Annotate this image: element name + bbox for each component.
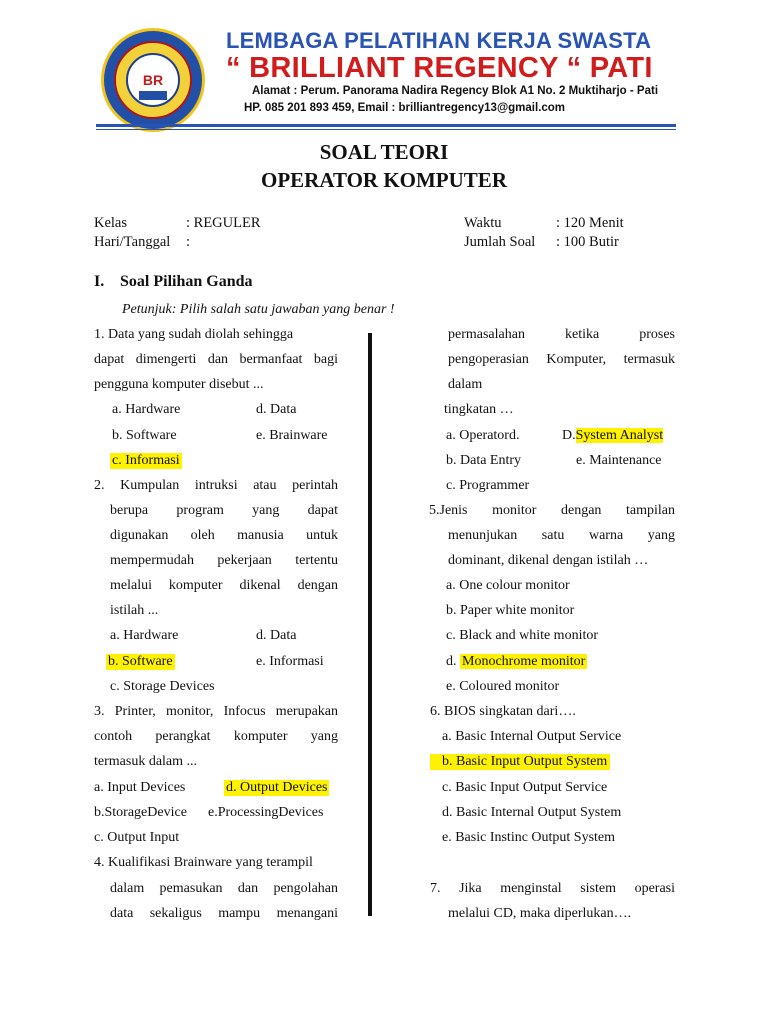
q1-line1: 1. Data yang sudah diolah sehingga [94,327,294,342]
q6-option-b-answer: b. Basic Input Output System [430,754,610,770]
q1-option-d: d. Data [256,402,297,417]
waktu-value: : 120 Menit [556,215,624,231]
logo-book-icon [139,91,167,100]
q2-line4: mempermudah pekerjaan tertentu [110,553,338,568]
q5-line3: dominant, dikenal dengan istilah … [448,553,649,568]
q4-option-a: a. Operatord. [446,428,520,443]
jumlah-value: : 100 Butir [556,234,619,250]
q3-option-b: b.StorageDevice [94,805,187,820]
q1-option-a: a. Hardware [112,402,181,417]
waktu-label: Waktu [464,215,502,231]
q4-option-d-prefix: D. [562,428,576,443]
kelas-label: Kelas [94,215,128,231]
q5-option-d-prefix: d. [446,654,460,669]
q4-cont-line2: pengoperasian Komputer, termasuk [448,352,675,367]
org-name-line1: LEMBAGA PELATIHAN KERJA SWASTA [226,28,652,53]
doc-title-line2: OPERATOR KOMPUTER [261,168,507,192]
q4-line1: 4. Kualifikasi Brainware yang terampil [94,855,313,870]
q3-option-c: c. Output Input [94,830,180,845]
q5-line1: 5.Jenis monitor dengan tampilan [429,503,675,518]
q4-option-d-answer: System Analyst [575,428,664,443]
q4-cont-line3: dalam [448,377,483,392]
q3-line2: contoh perangkat komputer yang [94,729,338,744]
tanggal-value: : [186,234,191,250]
jumlah-label: Jumlah Soal [464,234,536,250]
q3-option-e: e.ProcessingDevices [208,805,324,820]
q3-line3: termasuk dalam ... [94,754,198,769]
org-name-line2: “ BRILLIANT REGENCY “ PATI [226,52,653,84]
q2-option-d: d. Data [256,628,297,643]
q3-option-a: a. Input Devices [94,780,186,795]
q5-option-b: b. Paper white monitor [446,603,575,618]
q5-option-e: e. Coloured monitor [446,679,560,694]
q4-option-d [562,428,663,444]
q5-option-d [446,654,587,670]
org-address: Alamat : Perum. Panorama Nadira Regency Blok A1 No. 2 Muktiharjo - Pati [252,85,659,97]
section-number: I. [94,273,105,290]
q6-option-a: a. Basic Internal Output Service [442,729,622,744]
header-rule-thick [96,124,676,127]
q3-option-d-answer: d. Output Devices [226,780,328,795]
q4-cont-line1: permasalahan ketika proses [448,327,675,342]
q4-line2: dalam pemasukan dan pengolahan [110,881,338,896]
q2-line6: istilah ... [110,603,159,618]
q2-option-b-answer: b. Software [108,654,173,669]
instruction-text: Petunjuk: Pilih salah satu jawaban yang benar ! [122,302,395,317]
q4-option-e: e. Maintenance [576,453,662,468]
q2-line2: berupa program yang dapat [110,503,338,518]
q7-line1: 7. Jika menginstal sistem operasi [430,881,675,896]
org-contact: HP. 085 201 893 459, Email : brilliantregency13@gmail.com [244,102,566,114]
q1-line2: dapat dimengerti dan bermanfaat bagi [94,352,338,367]
q2-option-c: c. Storage Devices [110,679,215,694]
q5-line2: menunjukan satu warna yang [448,528,675,543]
q2-option-a: a. Hardware [110,628,179,643]
q4-option-b: b. Data Entry [446,453,522,468]
q6-option-c: c. Basic Input Output Service [442,780,608,795]
logo-emblem: BR [126,53,180,107]
q5-option-d-answer: Monochrome monitor [462,654,586,669]
tanggal-label: Hari/Tanggal [94,234,171,250]
q4-option-c: c. Programmer [446,478,530,493]
section-heading [94,273,253,291]
q2-line1: 2. Kumpulan intruksi atau perintah [94,478,338,493]
q4-line3: data sekaligus mampu menangani [110,906,338,921]
doc-title-line1: SOAL TEORI [319,140,449,164]
institution-logo [104,31,202,129]
q5-option-a: a. One colour monitor [446,578,570,593]
q1-option-b: b. Software [112,428,177,443]
q6-option-e: e. Basic Instinc Output System [442,830,616,845]
q4-cont-line4: tingkatan … [444,402,514,417]
q1-option-e: e. Brainware [256,428,328,443]
q3-line1: 3. Printer, monitor, Infocus merupakan [94,704,338,719]
q6-line1: 6. BIOS singkatan dari…. [430,704,576,719]
section-title: Soal Pilihan Ganda [120,273,253,290]
q2-option-e: e. Informasi [256,654,324,669]
q2-line5: melalui komputer dikenal dengan [110,578,338,593]
column-divider [368,333,372,916]
q7-line2: melalui CD, maka diperlukan…. [448,906,632,921]
q6-option-d: d. Basic Internal Output System [442,805,622,820]
kelas-value: : REGULER [186,215,261,231]
header-rule-thin [96,129,676,130]
q1-line3: pengguna komputer disebut ... [94,377,264,392]
q2-line3: digunakan oleh manusia untuk [110,528,338,543]
q5-option-c: c. Black and white monitor [446,628,599,643]
q1-option-c-answer: c. Informasi [112,453,180,468]
